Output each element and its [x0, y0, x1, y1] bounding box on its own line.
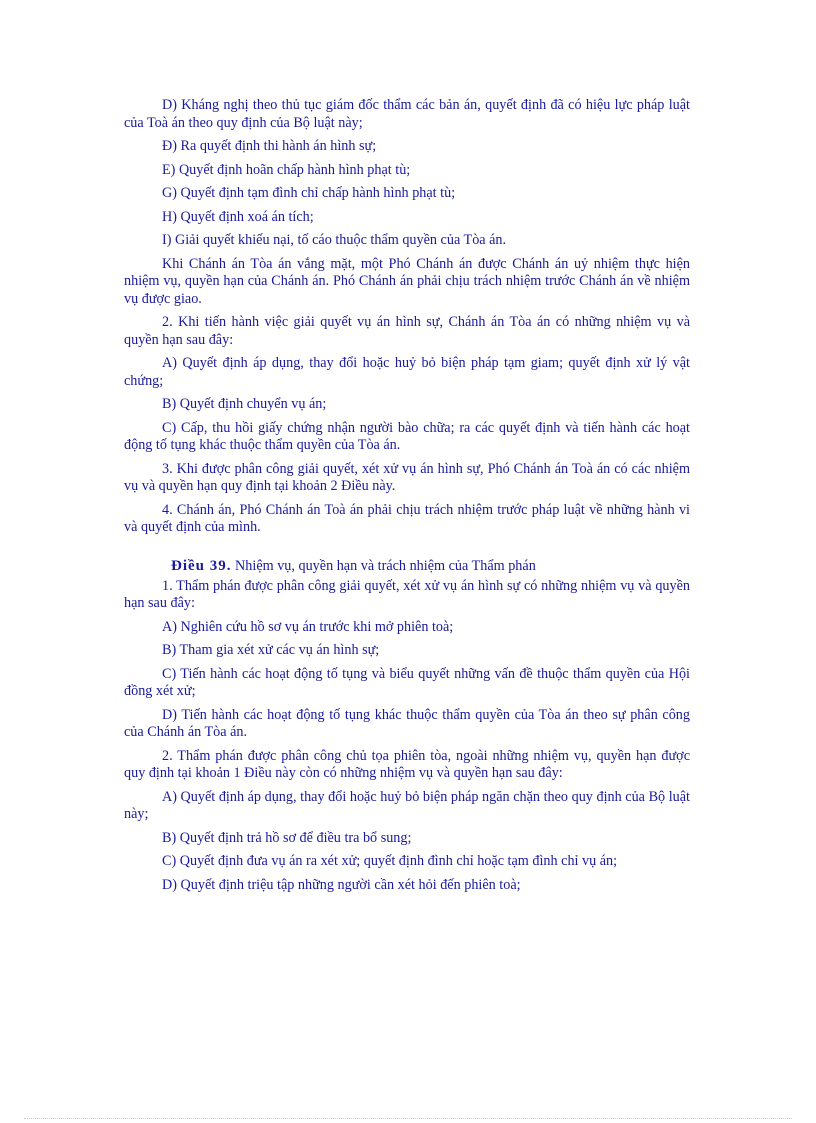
- paragraph: C) Tiến hành các hoạt động tố tụng và biểu quyết những vấn đề thuộc thẩm quyền của Hội đồng xét xử;: [124, 665, 690, 699]
- paragraph: B) Quyết định chuyển vụ án;: [162, 396, 327, 412]
- article-number: Điều 39.: [171, 557, 232, 574]
- paragraph: 3. Khi được phân công giải quyết, xét xử vụ án hình sự, Phó Chánh án Toà án có các nhiệm vụ và quyền hạn quy định tại khoản 2 Điều này.: [124, 460, 690, 494]
- paragraph: Đ) Ra quyết định thi hành án hình sự;: [162, 138, 377, 154]
- paragraph: E) Quyết định hoãn chấp hành hình phạt tù;: [162, 161, 411, 178]
- article-title: Nhiệm vụ, quyền hạn và trách nhiệm của Thẩm phán: [235, 557, 536, 574]
- paragraph: C) Quyết định đưa vụ án ra xét xử; quyết định đình chỉ hoặc tạm đình chỉ vụ án;: [162, 853, 618, 869]
- paragraph: A) Nghiên cứu hồ sơ vụ án trước khi mở phiên toà;: [162, 618, 454, 635]
- paragraph: D) Quyết định triệu tập những người cần xét hỏi đến phiên toà;: [162, 876, 521, 893]
- paragraph: 1. Thẩm phán được phân công giải quyết, xét xử vụ án hình sự có những nhiệm vụ và quyền hạn sau đây:: [124, 577, 690, 611]
- paragraph: B) Tham gia xét xử các vụ án hình sự;: [162, 642, 380, 658]
- paragraph: D) Kháng nghị theo thủ tục giám đốc thẩm các bản án, quyết định đã có hiệu lực pháp luật của Toà án theo quy định của Bộ luật này;: [124, 97, 690, 131]
- document-page: [124, 97, 690, 900]
- paragraph: Khi Chánh án Tòa án vắng mặt, một Phó Chánh án được Chánh án uỷ nhiệm thực hiện nhiệm vụ, quyền hạn của Chánh án. Phó Chánh án phải chịu trách nhiệm trước Chánh án về nhiệm vụ được giao.: [124, 255, 690, 307]
- paragraph: C) Cấp, thu hồi giấy chứng nhận người bào chữa; ra các quyết định và tiến hành các hoạt động tố tụng khác thuộc thẩm quyền của Tòa án.: [124, 419, 690, 453]
- paragraph: A) Quyết định áp dụng, thay đổi hoặc huỷ bỏ biện pháp tạm giam; quyết định xử lý vật chứng;: [124, 355, 690, 389]
- paragraph: 2. Thẩm phán được phân công chủ tọa phiên tòa, ngoài những nhiệm vụ, quyền hạn được quy định tại khoản 1 Điều này còn có những nhiệm vụ và quyền hạn sau đây:: [124, 747, 690, 781]
- article-heading: [124, 557, 690, 575]
- paragraph: D) Tiến hành các hoạt động tố tụng khác thuộc thẩm quyền của Tòa án theo sự phân công của Chánh án Tòa án.: [124, 706, 690, 740]
- paragraph: H) Quyết định xoá án tích;: [162, 208, 314, 225]
- paragraph: A) Quyết định áp dụng, thay đổi hoặc huỷ bỏ biện pháp ngăn chặn theo quy định của Bộ luật này;: [124, 788, 690, 822]
- paragraph: 2. Khi tiến hành việc giải quyết vụ án hình sự, Chánh án Tòa án có những nhiệm vụ và quyền hạn sau đây:: [124, 314, 690, 348]
- paragraph: G) Quyết định tạm đình chỉ chấp hành hình phạt tù;: [162, 185, 456, 201]
- paragraph: I) Giải quyết khiếu nại, tố cáo thuộc thẩm quyền của Tòa án.: [162, 232, 507, 248]
- paragraph: B) Quyết định trả hồ sơ để điều tra bổ sung;: [162, 829, 412, 846]
- page-bottom-divider: [24, 1118, 792, 1119]
- paragraph: 4. Chánh án, Phó Chánh án Toà án phải chịu trách nhiệm trước pháp luật về những hành vi và quyết định của mình.: [124, 501, 690, 535]
